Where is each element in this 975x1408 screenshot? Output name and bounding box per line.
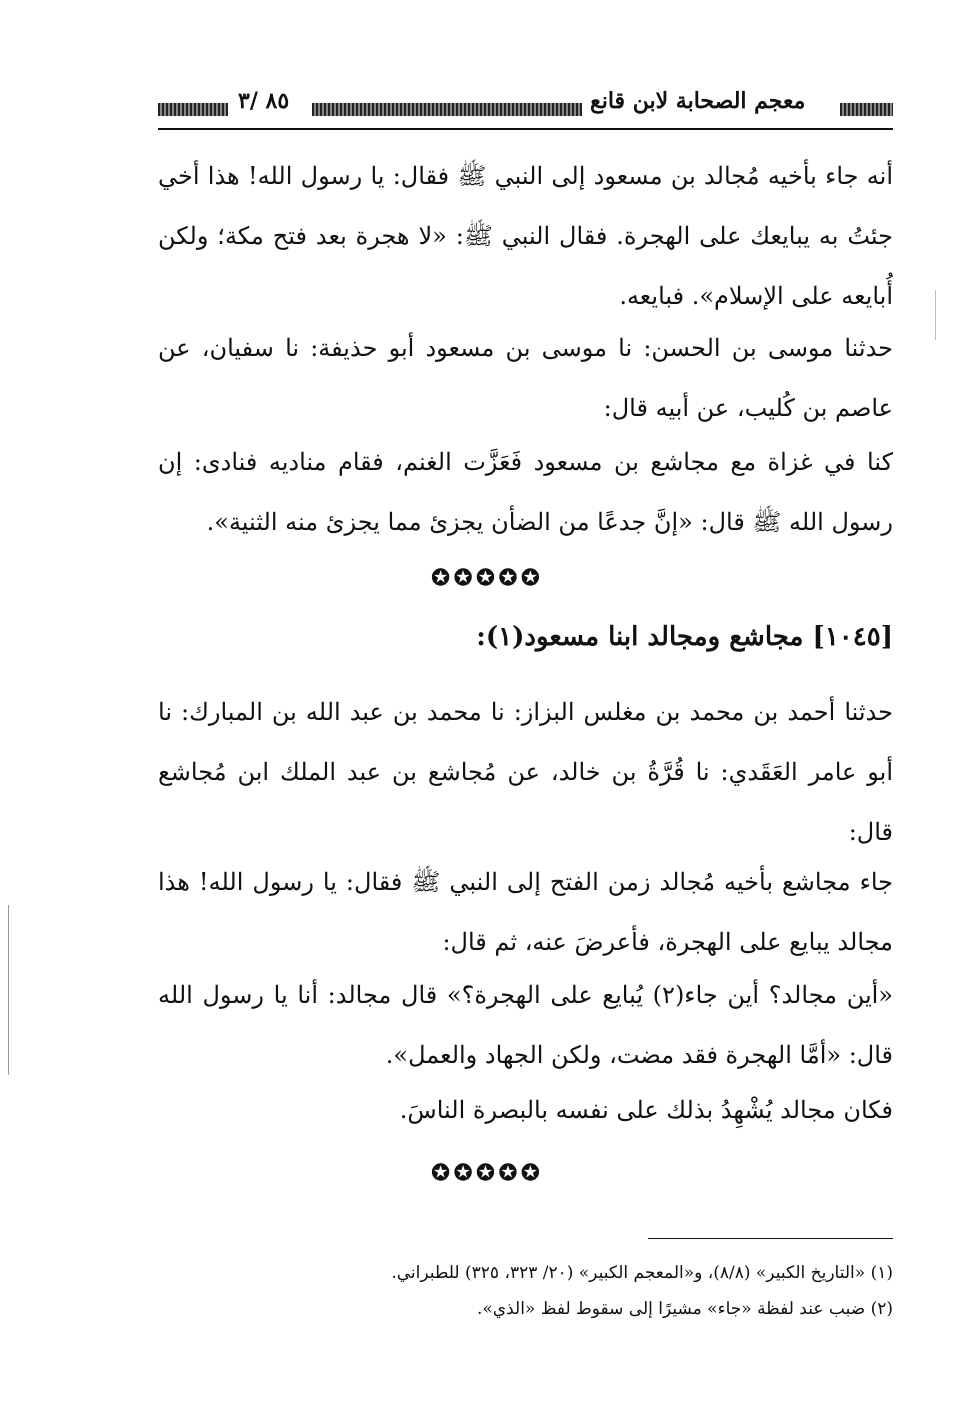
- paragraph-7: فكان مجالد يُشْهِدُ بذلك على نفسه بالبصرة الناسَ.: [399, 1096, 893, 1124]
- header-title: معجم الصحابة لابن قانع: [590, 88, 806, 114]
- paragraph-2: حدثنا موسى بن الحسن: نا موسى بن مسعود أبو حذيفة: نا سفيان، عن عاصم بن كُليب، عن أبيه قال:: [158, 334, 893, 422]
- paragraph-6: «أين مجالد؟ أين جاء(٢) يُبايع على الهجرة؟َ» قال مجالد: أنا يا رسول الله قال: «أمَّا الهجرة فقد مضت، ولكن الجهاد والعمل».: [158, 981, 893, 1069]
- scan-mark: [935, 290, 936, 340]
- scan-mark-left: [8, 905, 9, 1075]
- header-ornament-middle: [312, 103, 582, 116]
- paragraph-5: جاء مجاشع بأخيه مُجالد زمن الفتح إلى النبي ﷺ فقال: يا رسول الله! هذا مجالد يبايع على الهجرة، فأعرضَ عنه، ثم قال:: [158, 868, 893, 956]
- footnote-rule: [648, 1238, 893, 1239]
- header-ornament-right: [840, 103, 893, 116]
- header-ornament-left: [158, 103, 228, 116]
- footnote-1: (١) «التاريخ الكبير» (٨/٨)، و«المعجم الكبير» (٢٠/ ٣٢٣، ٣٢٥) للطبراني.: [391, 1263, 893, 1283]
- entry-heading: [١٠٤٥] مجاشع ومجالد ابنا مسعود(١):: [476, 622, 893, 652]
- paragraph-4: حدثنا أحمد بن محمد بن مغلس البزاز: نا محمد بن عبد الله بن المبارك: نا أبو عامر العَقَدي: نا قُرَّةُ بن خالد، عن مُجاشع بن عبد الملك ابن مُجاشع قال:: [158, 698, 893, 846]
- header-page-ref: ٨٥ /٣: [238, 88, 290, 114]
- section-divider-2: ✪✪✪✪✪: [431, 1160, 544, 1186]
- paragraph-1: أنه جاء بأخيه مُجالد بن مسعود إلى النبي ﷺ فقال: يا رسول الله! هذا أخي جئتُ به يبايعك على الهجرة. فقال النبي ﷺ: «لا هجرة بعد فتح مكة؛ ولكن أُبايعه على الإسلام». فبايعه.: [158, 162, 893, 310]
- paragraph-3: كنا في غزاة مع مجاشع بن مسعود فَعَزَّت الغنم، فقام مناديه فنادى: إن رسول الله ﷺ قال: «إنَّ جدعًا من الضأن يجزئ مما يجزئ منه الثنية».: [158, 448, 893, 536]
- footnote-2: (٢) ضبب عند لفظة «جاء» مشيرًا إلى سقوط لفظ «الذي».: [476, 1299, 893, 1319]
- section-divider-1: ✪✪✪✪✪: [431, 565, 544, 591]
- header-rule: [158, 128, 893, 130]
